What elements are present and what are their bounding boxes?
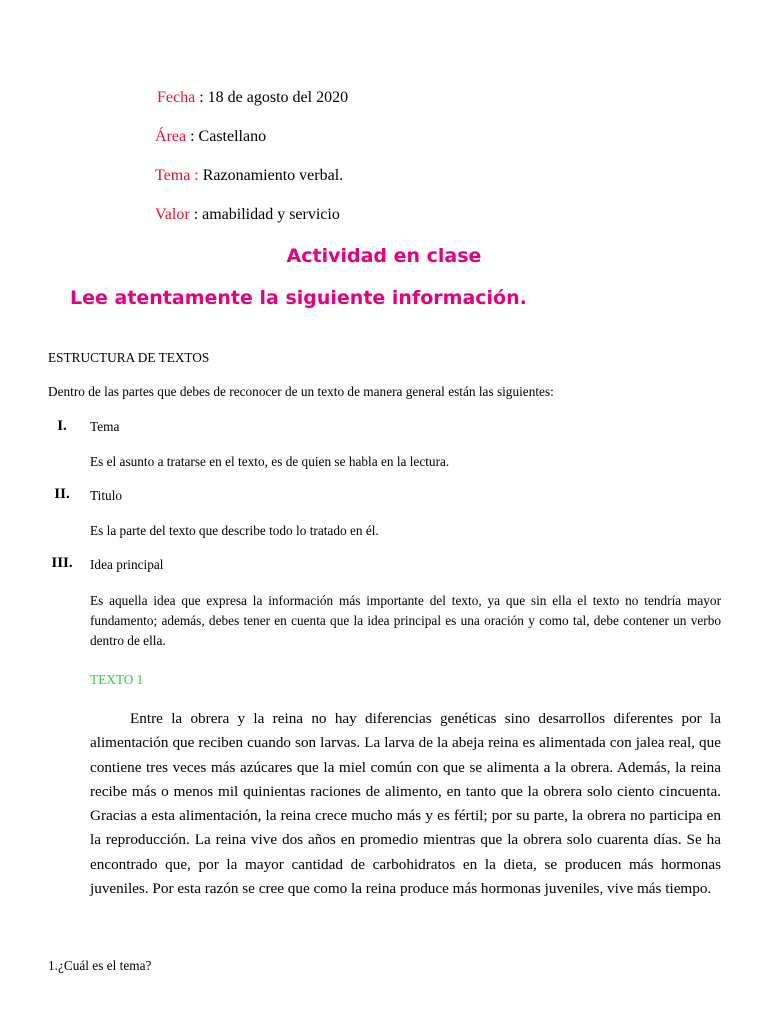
item-description: Es el asunto a tratarse en el texto, es de quien se habla en la lectura. xyxy=(90,454,450,469)
value-line xyxy=(155,206,340,224)
item-description: Es aquella idea que expresa la información más importante del texto, ya que sin ella el texto no tendría mayor fundamento; además, debes tener en cuenta que la idea principal es una oración y como tal, debe contener un verbo dentro de ella. xyxy=(90,593,721,648)
area-label: Área xyxy=(155,128,187,145)
question: 1.¿Cuál es el tema? xyxy=(48,958,152,973)
date-label: Fecha xyxy=(157,89,196,106)
reading-passage: Entre la obrera y la reina no hay diferencias genéticas sino desarrollos diferentes por la alimentación que reciben cuando son larvas. La larva de la abeja reina es alimentada con jalea real, que contiene tres veces más azúcares que la miel común con que se alimenta a la obrera. Además, la reina recibe más o menos mil quinientas raciones de alimento, en tanto que la obrera solo ciento cincuenta. Gracias a esta alimentación, la reina crece mucho más y es fértil; por su parte, la obrera no participa en la reproducción. La reina vive dos años en promedio mientras que la obrera solo cuarenta días. Se ha encontrado que, por la mayor cantidad de carbohidratos en la dieta, se producen más hormonas juveniles. Por esta razón se cree que como la reina produce más hormonas juveniles, vive más tiempo. xyxy=(90,710,721,898)
area-line xyxy=(155,128,266,146)
item-title: Idea principal xyxy=(90,557,164,572)
item-title: Titulo xyxy=(90,488,123,503)
area-value: : Castellano xyxy=(186,128,267,145)
section-heading: ESTRUCTURA DE TEXTOS xyxy=(48,350,210,365)
date-value: : 18 de agosto del 2020 xyxy=(195,89,349,106)
text-label: TEXTO 1 xyxy=(90,672,144,687)
section-intro: Dentro de las partes que debes de reconocer de un texto de manera general están las siguientes: xyxy=(48,384,554,399)
item-numeral: II. xyxy=(54,486,70,502)
activity-title: Actividad en clase xyxy=(286,245,482,267)
date-line xyxy=(157,89,348,107)
item-numeral: I. xyxy=(57,418,67,434)
item-description: Es la parte del texto que describe todo lo tratado en él. xyxy=(90,523,379,538)
topic-label: Tema : xyxy=(155,167,199,184)
activity-subtitle: Lee atentamente la siguiente información. xyxy=(70,287,527,309)
topic-line xyxy=(155,167,343,185)
item-title: Tema xyxy=(90,419,120,434)
value-label: Valor xyxy=(155,206,190,223)
topic-value: Razonamiento verbal. xyxy=(198,167,344,184)
item-numeral: III. xyxy=(51,555,73,571)
value-value: : amabilidad y servicio xyxy=(189,206,340,223)
